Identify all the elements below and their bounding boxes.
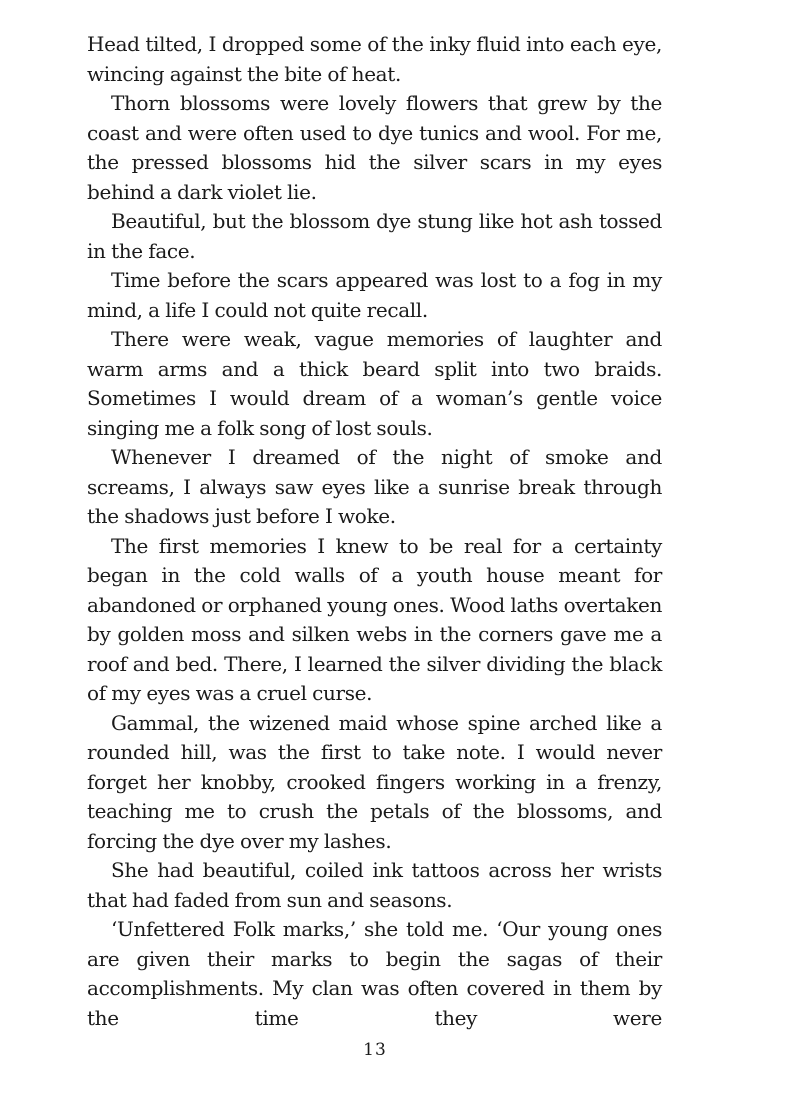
paragraph: She had beautiful, coiled ink tattoos across her wrists that had faded from sun and seasons. — [87, 858, 662, 912]
paragraph: Time before the scars appeared was lost to a fog in my mind, a life I could not quite recall. — [87, 268, 662, 322]
paragraph: There were weak, vague memories of laughter and warm arms and a thick beard split into two braids. Sometimes I would dream of a woman’s gentle voice singing me a folk song of lost souls. — [87, 327, 662, 440]
page-number: 13 — [363, 1040, 387, 1060]
paragraph: Gammal, the wizened maid whose spine arched like a rounded hill, was the first to take note. I would never forget her knobby, crooked fingers working in a frenzy, teaching me to crush the petals of the blossoms, and forcing the dye over my lashes. — [87, 710, 662, 853]
paragraph: Beautiful, but the blossom dye stung like hot ash tossed in the face. — [87, 209, 662, 263]
paragraph: The first memories I knew to be real for a certainty began in the cold walls of a youth house meant for abandoned or orphaned young ones. Wood laths overtaken by golden moss and silken webs in the corners gave me a roof and bed. There, I learned the silver dividing the black of my eyes was a cruel curse. — [87, 533, 662, 705]
paragraph: Head tilted, I dropped some of the inky fluid into each eye, wincing against the bite of heat. — [87, 32, 662, 86]
paragraph: Thorn blossoms were lovely flowers that grew by the coast and were often used to dye tunics and wool. For me, the pressed blossoms hid the silver scars in my eyes behind a dark violet lie. — [87, 91, 662, 204]
paragraph: Whenever I dreamed of the night of smoke and screams, I always saw eyes like a sunrise break through the shadows just before I woke. — [87, 445, 662, 528]
paragraph: ‘Unfettered Folk marks,’ she told me. ‘Our young ones are given their marks to begin the sagas of their accomplishments. My clan was often covered in them by the time they were — [87, 917, 662, 1030]
page-text-body — [87, 30, 662, 1033]
